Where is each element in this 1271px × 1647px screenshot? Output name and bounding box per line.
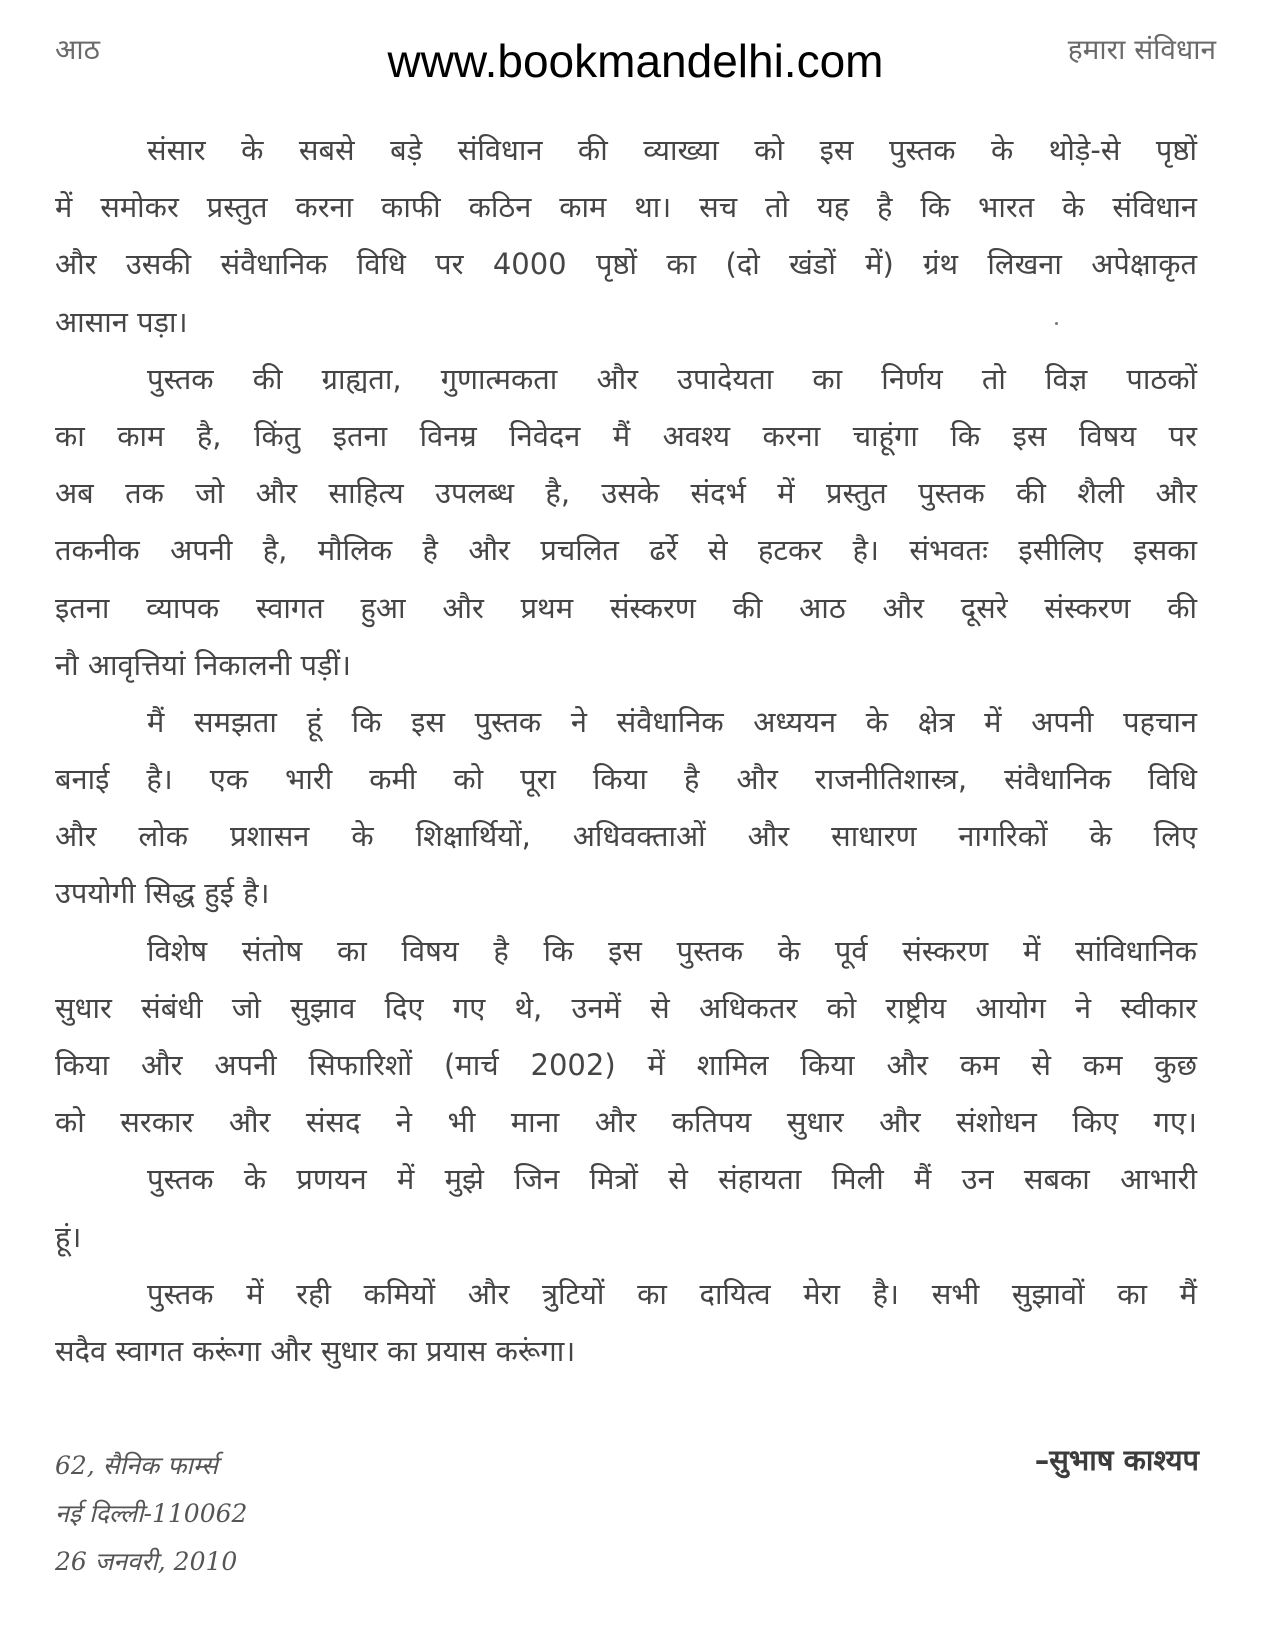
text-line: बनाई है। एक भारी कमी को पूरा किया है और राजनीतिशास्त्र, संवैधानिक विधि (55, 762, 1197, 797)
text-line: सदैव स्वागत करूंगा और सुधार का प्रयास करूंगा। (55, 1333, 576, 1368)
paragraph-1 (55, 122, 1197, 351)
text-line: अब तक जो और साहित्य उपलब्ध है, उसके संदर्भ में प्रस्तुत पुस्तक की शैली और (55, 476, 1197, 511)
running-title: हमारा संविधान (1067, 33, 1216, 66)
paragraph-3 (55, 694, 1197, 923)
text-line: और लोक प्रशासन के शिक्षार्थियों, अधिवक्ताओं और साधारण नागरिकों के लिए (55, 819, 1197, 854)
text-line: में समोकर प्रस्तुत करना काफी कठिन काम था। सच तो यह है कि भारत के संविधान (55, 190, 1197, 225)
preface-body (55, 122, 1197, 1380)
author-address (55, 1442, 247, 1586)
paragraph-5 (55, 1151, 1197, 1265)
website-watermark: www.bookmandelhi.com (387, 35, 884, 87)
address-city: नई दिल्ली-110062 (55, 1499, 248, 1528)
text-line: इतना व्यापक स्वागत हुआ और प्रथम संस्करण की आठ और दूसरे संस्करण की (55, 590, 1197, 625)
text-line: का काम है, किंतु इतना विनम्र निवेदन मैं अवश्य करना चाहूंगा कि इस विषय पर (55, 418, 1197, 453)
address-line: 62, सैनिक फार्म्स (55, 1451, 218, 1480)
paragraph-4 (55, 923, 1197, 1152)
preface-date: 26 जनवरी, 2010 (55, 1547, 238, 1576)
author-signature: –सुभाष काश्यप (1034, 1443, 1199, 1477)
text-line: पुस्तक में रही कमियों और त्रुटियों का दायित्व मेरा है। सभी सुझावों का मैं (147, 1276, 1197, 1311)
text-line: पुस्तक की ग्राह्यता, गुणात्मकता और उपादेयता का निर्णय तो विज्ञ पाठकों (147, 361, 1197, 396)
text-line: हूं। (55, 1219, 82, 1254)
text-line: आसान पड़ा। (55, 304, 188, 339)
text-line: किया और अपनी सिफारिशों (मार्च 2002) में शामिल किया और कम से कम कुछ (55, 1048, 1197, 1082)
text-line: को सरकार और संसद ने भी माना और कतिपय सुधार और संशोधन किए गए। (55, 1105, 1197, 1140)
text-line: मैं समझता हूं कि इस पुस्तक ने संवैधानिक अध्ययन के क्षेत्र में अपनी पहचान (147, 704, 1197, 739)
text-line: उपयोगी सिद्ध हुई है। (55, 876, 270, 911)
text-line: तकनीक अपनी है, मौलिक है और प्रचलित ढर्रे से हटकर है। संभवतः इसीलिए इसका (55, 533, 1197, 568)
text-line: नौ आवृत्तियां निकालनी पड़ीं। (55, 647, 352, 682)
text-line: विशेष संतोष का विषय है कि इस पुस्तक के पूर्व संस्करण में सांविधानिक (147, 933, 1197, 968)
paragraph-2 (55, 351, 1197, 694)
paragraph-6 (55, 1266, 1197, 1380)
text-line: सुधार संबंधी जो सुझाव दिए गए थे, उनमें से अधिकतर को राष्ट्रीय आयोग ने स्वीकार (55, 990, 1197, 1025)
text-line: संसार के सबसे बड़े संविधान की व्याख्या को इस पुस्तक के थोड़े-से पृष्ठों (147, 133, 1197, 167)
text-line: पुस्तक के प्रणयन में मुझे जिन मित्रों से संहायता मिली मैं उन सबका आभारी (147, 1162, 1197, 1197)
speck-mark (1055, 322, 1058, 325)
text-line: और उसकी संवैधानिक विधि पर 4000 पृष्ठों का (दो खंडों में) ग्रंथ लिखना अपेक्षाकृत (55, 247, 1197, 282)
page-number: आठ (55, 33, 100, 66)
